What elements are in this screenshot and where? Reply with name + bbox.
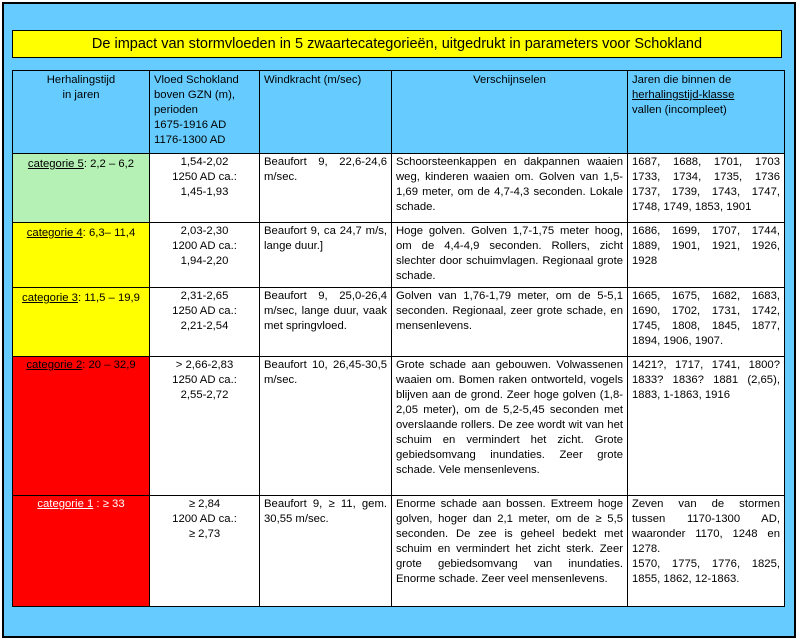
category-cell	[13, 154, 150, 223]
category-label: categorie 3	[22, 292, 78, 304]
header-jaren: Jaren die binnen de herhalingstijd-klasse vallen (incompleet)	[628, 71, 785, 154]
header-vloed: Vloed Schokland boven GZN (m), perioden 1675-1916 AD 1176-1300 AD	[150, 71, 260, 154]
category-label: categorie 4	[26, 227, 83, 239]
vloed-cell: ≥ 2,84 1200 AD ca.: ≥ 2,73	[150, 496, 260, 607]
table-row	[13, 154, 785, 223]
vloed-cell: 1,54-2,02 1250 AD ca.: 1,45-1,93	[150, 154, 260, 223]
table-row	[13, 223, 785, 288]
effects-cell: Enorme schade aan bossen. Extreem hoge golven, hoger dan 2,1 meter, om de ≥ 5,5 seconden. De zee is geheel bedekt met schuim en vermindert het zicht sterk. Zeer grote gebiedsomvang van inundaties. Enorme schade. Zeer veel mensenlevens.	[392, 496, 628, 607]
years-cell: 1421?, 1717, 1741, 1800? 1833? 1836? 1881 (2,65), 1883, 1-1863, 1916	[628, 357, 785, 496]
wind-cell: Beaufort 9, ≥ 11, gem. 30,55 m/sec.	[260, 496, 392, 607]
effects-cell: Hoge golven. Golven 1,7-1,75 meter hoog, om de 4,4-4,9 seconden. Rollers, zicht slechter door schuimvlagen. Regionaal grote schade.	[392, 223, 628, 288]
category-range: : 6,3– 11,4	[82, 227, 136, 239]
header-verschijnselen: Verschijnselen	[392, 71, 628, 154]
years-cell: Zeven van de stormen tussen 1170-1300 AD, waaronder 1170, 1248 en 1278. 1570, 1775, 1776, 1825, 1855, 1862, 12-1863.	[628, 496, 785, 607]
years-cell: 1665, 1675, 1682, 1683, 1690, 1702, 1731, 1742, 1745, 1808, 1845, 1877, 1894, 1906, 1907.	[628, 288, 785, 357]
table-row	[13, 496, 785, 607]
category-range: : 2,2 – 6,2	[83, 158, 135, 170]
vloed-cell: 2,03-2,30 1200 AD ca.: 1,94-2,20	[150, 223, 260, 288]
category-range: : ≥ 33	[93, 498, 125, 510]
category-cell	[13, 223, 150, 288]
effects-cell: Grote schade aan gebouwen. Volwassenen waaien om. Bomen raken ontworteld, vogels blijven aan de grond. Zeer hoge golven (1,8-2,05 meter), om de 5,2-5,45 seconden met overslaande rollers. De zee wordt wit van het schuim en vermindert het zicht. Grote gebiedsomvang inundaties. Zeer grote schade. Vele mensenlevens.	[392, 357, 628, 496]
page-title	[12, 30, 782, 58]
storm-impact-table	[12, 70, 785, 607]
table-row	[13, 288, 785, 357]
category-cell	[13, 496, 150, 607]
years-cell: 1686, 1699, 1707, 1744, 1889, 1901, 1921, 1926, 1928	[628, 223, 785, 288]
wind-cell: Beaufort 9, 25,0-26,4 m/sec, lange duur, vaak met springvloed.	[260, 288, 392, 357]
header-windkracht: Windkracht (m/sec)	[260, 71, 392, 154]
category-range: : 20 – 32,9	[82, 359, 136, 371]
wind-cell: Beaufort 9, ca 24,7 m/s, lange duur.]	[260, 223, 392, 288]
category-label: categorie 1	[37, 498, 94, 510]
header-herhalingstijd: Herhalingstijd in jaren	[13, 71, 150, 154]
wind-cell: Beaufort 10, 26,45-30,5 m/sec.	[260, 357, 392, 496]
category-cell	[13, 288, 150, 357]
wind-cell: Beaufort 9, 22,6-24,6 m/sec.	[260, 154, 392, 223]
category-cell	[13, 357, 150, 496]
years-cell: 1687, 1688, 1701, 1703 1733, 1734, 1735, 1736 1737, 1739, 1743, 1747, 1748, 1749, 1853, 1901	[628, 154, 785, 223]
effects-cell: Schoorsteenkappen en dakpannen waaien weg, kinderen waaien om. Golven van 1,5-1,69 meter, om de 4,7-4,3 seconden. Lokale schade.	[392, 154, 628, 223]
category-label: categorie 2	[26, 359, 83, 371]
effects-cell: Golven van 1,76-1,79 meter, om de 5-5,1 seconden. Regionaal, zeer grote schade, en mensenlevens.	[392, 288, 628, 357]
vloed-cell: > 2,66-2,83 1250 AD ca.: 2,55-2,72	[150, 357, 260, 496]
vloed-cell: 2,31-2,65 1250 AD ca.: 2,21-2,54	[150, 288, 260, 357]
table-row	[13, 357, 785, 496]
category-label: categorie 5	[27, 158, 84, 170]
category-range: : 11,5 – 19,9	[77, 292, 140, 304]
title-text: De impact van stormvloeden in 5 zwaartecategorieën, uitgedrukt in parameters voor Schokland	[91, 36, 703, 52]
header-row	[13, 71, 785, 154]
